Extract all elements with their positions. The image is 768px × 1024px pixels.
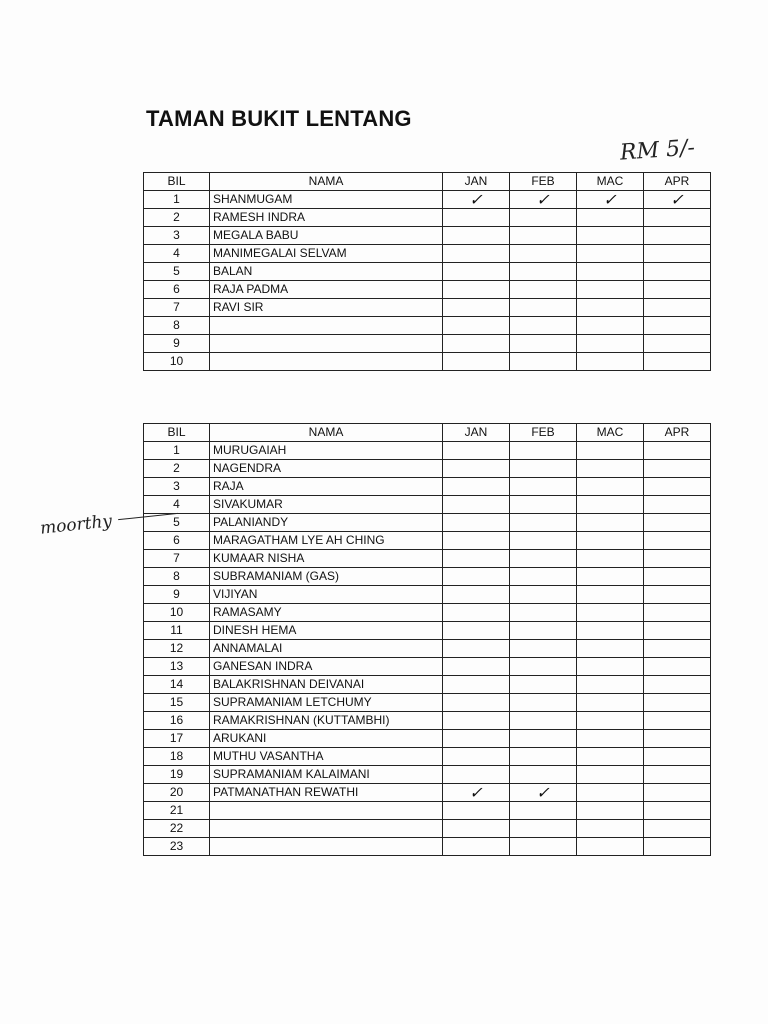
bil-cell: 21 — [144, 802, 210, 820]
col-header-nama: NAMA — [210, 424, 443, 442]
payment-cell-jan — [443, 730, 510, 748]
payment-cell-mac — [577, 730, 644, 748]
payment-cell-feb — [510, 478, 577, 496]
payment-cell-mac — [577, 460, 644, 478]
payment-cell-apr — [644, 263, 711, 281]
table-row — [144, 245, 711, 263]
payment-cell-mac — [577, 514, 644, 532]
col-header-bil: BIL — [144, 173, 210, 191]
payment-cell-feb — [510, 838, 577, 856]
payment-cell-jan — [443, 209, 510, 227]
col-header-feb: FEB — [510, 424, 577, 442]
name-cell — [210, 802, 443, 820]
payment-cell-mac — [577, 604, 644, 622]
name-cell: SUPRAMANIAM LETCHUMY — [210, 694, 443, 712]
name-cell: KUMAAR NISHA — [210, 550, 443, 568]
payment-cell-feb — [510, 802, 577, 820]
payment-cell-feb — [510, 766, 577, 784]
check-mark-icon: ✓ — [469, 190, 483, 209]
payment-cell-apr — [644, 191, 711, 209]
name-cell: NAGENDRA — [210, 460, 443, 478]
payment-cell-feb — [510, 568, 577, 586]
name-cell: MURUGAIAH — [210, 442, 443, 460]
payment-cell-jan — [443, 586, 510, 604]
payment-cell-mac — [577, 532, 644, 550]
payment-cell-apr — [644, 658, 711, 676]
table-row — [144, 676, 711, 694]
name-cell — [210, 820, 443, 838]
payment-cell-jan — [443, 335, 510, 353]
name-cell — [210, 838, 443, 856]
table-row — [144, 712, 711, 730]
bil-cell: 1 — [144, 191, 210, 209]
check-mark-icon: ✓ — [670, 190, 684, 209]
payment-cell-mac — [577, 622, 644, 640]
col-header-nama: NAMA — [210, 173, 443, 191]
table-row — [144, 281, 711, 299]
payment-cell-apr — [644, 245, 711, 263]
bil-cell: 6 — [144, 281, 210, 299]
table-row — [144, 496, 711, 514]
col-header-mac: MAC — [577, 173, 644, 191]
register-table-1 — [143, 172, 711, 371]
payment-cell-mac — [577, 838, 644, 856]
payment-cell-jan — [443, 317, 510, 335]
name-cell: PALANIANDY — [210, 514, 443, 532]
payment-cell-feb — [510, 676, 577, 694]
name-cell: RAJA PADMA — [210, 281, 443, 299]
payment-cell-apr — [644, 838, 711, 856]
payment-cell-apr — [644, 694, 711, 712]
payment-cell-apr — [644, 712, 711, 730]
payment-cell-feb — [510, 748, 577, 766]
payment-cell-mac — [577, 766, 644, 784]
payment-cell-feb — [510, 712, 577, 730]
payment-cell-mac — [577, 712, 644, 730]
payment-cell-mac — [577, 496, 644, 514]
payment-cell-apr — [644, 442, 711, 460]
payment-cell-feb — [510, 209, 577, 227]
payment-cell-feb — [510, 658, 577, 676]
payment-cell-mac — [577, 245, 644, 263]
payment-cell-mac — [577, 676, 644, 694]
bil-cell: 9 — [144, 335, 210, 353]
table-row — [144, 658, 711, 676]
table-row — [144, 622, 711, 640]
bil-cell: 11 — [144, 622, 210, 640]
payment-cell-jan — [443, 442, 510, 460]
table-row — [144, 820, 711, 838]
name-cell: ANNAMALAI — [210, 640, 443, 658]
table-row — [144, 317, 711, 335]
payment-cell-apr — [644, 335, 711, 353]
table-row — [144, 263, 711, 281]
payment-cell-mac — [577, 478, 644, 496]
payment-cell-apr — [644, 748, 711, 766]
bil-cell: 7 — [144, 299, 210, 317]
table-row — [144, 550, 711, 568]
bil-cell: 16 — [144, 712, 210, 730]
payment-cell-apr — [644, 586, 711, 604]
bil-cell: 3 — [144, 227, 210, 245]
payment-cell-mac — [577, 568, 644, 586]
payment-cell-jan — [443, 748, 510, 766]
payment-cell-apr — [644, 514, 711, 532]
payment-cell-feb — [510, 353, 577, 371]
name-cell: VIJIYAN — [210, 586, 443, 604]
payment-cell-jan — [443, 353, 510, 371]
bil-cell: 12 — [144, 640, 210, 658]
payment-cell-mac — [577, 227, 644, 245]
name-cell: MEGALA BABU — [210, 227, 443, 245]
payment-cell-jan — [443, 281, 510, 299]
payment-cell-mac — [577, 820, 644, 838]
bil-cell: 4 — [144, 496, 210, 514]
col-header-bil: BIL — [144, 424, 210, 442]
payment-cell-feb — [510, 335, 577, 353]
payment-cell-apr — [644, 478, 711, 496]
payment-cell-jan — [443, 676, 510, 694]
payment-cell-apr — [644, 820, 711, 838]
payment-cell-apr — [644, 604, 711, 622]
payment-cell-jan — [443, 514, 510, 532]
payment-cell-jan — [443, 838, 510, 856]
payment-cell-feb — [510, 460, 577, 478]
name-cell: RAMASAMY — [210, 604, 443, 622]
name-cell: MANIMEGALAI SELVAM — [210, 245, 443, 263]
table-row — [144, 478, 711, 496]
bil-cell: 3 — [144, 478, 210, 496]
payment-cell-mac — [577, 299, 644, 317]
check-mark-icon: ✓ — [536, 783, 550, 802]
payment-cell-apr — [644, 784, 711, 802]
payment-cell-feb — [510, 640, 577, 658]
bil-cell: 2 — [144, 209, 210, 227]
payment-cell-mac — [577, 191, 644, 209]
payment-cell-apr — [644, 532, 711, 550]
bil-cell: 19 — [144, 766, 210, 784]
payment-cell-mac — [577, 748, 644, 766]
payment-cell-feb — [510, 820, 577, 838]
fee-note: RM 5/- — [619, 135, 696, 166]
table-row — [144, 748, 711, 766]
payment-cell-feb — [510, 496, 577, 514]
name-cell — [210, 335, 443, 353]
table-row — [144, 766, 711, 784]
payment-cell-jan — [443, 263, 510, 281]
payment-cell-mac — [577, 640, 644, 658]
table-row — [144, 209, 711, 227]
payment-cell-mac — [577, 335, 644, 353]
payment-cell-apr — [644, 622, 711, 640]
payment-cell-jan — [443, 712, 510, 730]
payment-cell-feb — [510, 281, 577, 299]
name-cell: MUTHU VASANTHA — [210, 748, 443, 766]
payment-cell-mac — [577, 263, 644, 281]
name-cell: RAMAKRISHNAN (KUTTAMBHI) — [210, 712, 443, 730]
payment-cell-feb — [510, 586, 577, 604]
payment-cell-apr — [644, 460, 711, 478]
bil-cell: 20 — [144, 784, 210, 802]
bil-cell: 10 — [144, 353, 210, 371]
check-mark-icon: ✓ — [603, 190, 617, 209]
name-cell: ARUKANI — [210, 730, 443, 748]
bil-cell: 8 — [144, 568, 210, 586]
bil-cell: 14 — [144, 676, 210, 694]
payment-cell-feb — [510, 263, 577, 281]
name-cell: MARAGATHAM LYE AH CHING — [210, 532, 443, 550]
payment-cell-feb — [510, 317, 577, 335]
payment-cell-apr — [644, 209, 711, 227]
header-row — [144, 424, 711, 442]
payment-cell-jan — [443, 460, 510, 478]
table-row — [144, 460, 711, 478]
bil-cell: 17 — [144, 730, 210, 748]
payment-cell-mac — [577, 209, 644, 227]
table-row — [144, 784, 711, 802]
bil-cell: 5 — [144, 514, 210, 532]
name-cell: RAVI SIR — [210, 299, 443, 317]
table-row — [144, 442, 711, 460]
table-row — [144, 191, 711, 209]
payment-cell-jan — [443, 640, 510, 658]
table-row — [144, 299, 711, 317]
name-cell: DINESH HEMA — [210, 622, 443, 640]
table-row — [144, 353, 711, 371]
payment-cell-jan — [443, 568, 510, 586]
payment-cell-jan — [443, 766, 510, 784]
payment-cell-jan — [443, 802, 510, 820]
register-table-2 — [143, 423, 711, 856]
name-cell: SIVAKUMAR — [210, 496, 443, 514]
payment-cell-apr — [644, 299, 711, 317]
bil-cell: 9 — [144, 586, 210, 604]
payment-cell-feb — [510, 191, 577, 209]
table-row — [144, 640, 711, 658]
payment-cell-jan — [443, 191, 510, 209]
payment-cell-feb — [510, 784, 577, 802]
payment-cell-jan — [443, 550, 510, 568]
payment-cell-apr — [644, 640, 711, 658]
payment-cell-mac — [577, 317, 644, 335]
page-title: TAMAN BUKIT LENTANG — [146, 106, 412, 131]
payment-cell-apr — [644, 730, 711, 748]
bil-cell: 7 — [144, 550, 210, 568]
payment-cell-jan — [443, 820, 510, 838]
check-mark-icon: ✓ — [469, 783, 483, 802]
bil-cell: 8 — [144, 317, 210, 335]
table-row — [144, 730, 711, 748]
payment-cell-jan — [443, 658, 510, 676]
payment-cell-feb — [510, 299, 577, 317]
payment-cell-jan — [443, 694, 510, 712]
bil-cell: 15 — [144, 694, 210, 712]
margin-note: moorthy — [39, 511, 113, 539]
payment-cell-apr — [644, 676, 711, 694]
col-header-jan: JAN — [443, 424, 510, 442]
table-row — [144, 802, 711, 820]
payment-cell-jan — [443, 604, 510, 622]
table-row — [144, 694, 711, 712]
payment-cell-apr — [644, 496, 711, 514]
payment-cell-jan — [443, 784, 510, 802]
table-row — [144, 586, 711, 604]
payment-cell-feb — [510, 442, 577, 460]
payment-cell-apr — [644, 802, 711, 820]
payment-cell-jan — [443, 299, 510, 317]
payment-cell-feb — [510, 730, 577, 748]
table-row — [144, 532, 711, 550]
payment-cell-apr — [644, 766, 711, 784]
col-header-jan: JAN — [443, 173, 510, 191]
payment-cell-jan — [443, 496, 510, 514]
name-cell: SUPRAMANIAM KALAIMANI — [210, 766, 443, 784]
payment-cell-apr — [644, 317, 711, 335]
payment-cell-mac — [577, 442, 644, 460]
payment-cell-feb — [510, 550, 577, 568]
payment-cell-mac — [577, 281, 644, 299]
payment-cell-jan — [443, 622, 510, 640]
payment-cell-feb — [510, 694, 577, 712]
payment-cell-feb — [510, 532, 577, 550]
payment-cell-apr — [644, 281, 711, 299]
bil-cell: 4 — [144, 245, 210, 263]
table-row — [144, 227, 711, 245]
payment-cell-jan — [443, 478, 510, 496]
col-header-feb: FEB — [510, 173, 577, 191]
bil-cell: 22 — [144, 820, 210, 838]
payment-cell-apr — [644, 227, 711, 245]
payment-cell-mac — [577, 550, 644, 568]
header-row — [144, 173, 711, 191]
payment-cell-mac — [577, 694, 644, 712]
payment-cell-feb — [510, 604, 577, 622]
table-row — [144, 838, 711, 856]
bil-cell: 23 — [144, 838, 210, 856]
bil-cell: 10 — [144, 604, 210, 622]
payment-cell-apr — [644, 550, 711, 568]
payment-cell-feb — [510, 227, 577, 245]
payment-cell-mac — [577, 802, 644, 820]
name-cell: GANESAN INDRA — [210, 658, 443, 676]
payment-cell-jan — [443, 532, 510, 550]
payment-cell-apr — [644, 568, 711, 586]
check-mark-icon: ✓ — [536, 190, 550, 209]
name-cell: RAMESH INDRA — [210, 209, 443, 227]
table-row — [144, 514, 711, 532]
table-row — [144, 335, 711, 353]
payment-cell-feb — [510, 622, 577, 640]
bil-cell: 13 — [144, 658, 210, 676]
bil-cell: 5 — [144, 263, 210, 281]
name-cell: BALAKRISHNAN DEIVANAI — [210, 676, 443, 694]
col-header-apr: APR — [644, 173, 711, 191]
payment-cell-mac — [577, 586, 644, 604]
col-header-apr: APR — [644, 424, 711, 442]
payment-cell-mac — [577, 658, 644, 676]
bil-cell: 6 — [144, 532, 210, 550]
name-cell — [210, 317, 443, 335]
payment-cell-jan — [443, 245, 510, 263]
name-cell: SHANMUGAM — [210, 191, 443, 209]
name-cell — [210, 353, 443, 371]
payment-cell-feb — [510, 245, 577, 263]
name-cell: RAJA — [210, 478, 443, 496]
col-header-mac: MAC — [577, 424, 644, 442]
name-cell: BALAN — [210, 263, 443, 281]
name-cell: PATMANATHAN REWATHI — [210, 784, 443, 802]
name-cell: SUBRAMANIAM (GAS) — [210, 568, 443, 586]
payment-cell-mac — [577, 353, 644, 371]
table-row — [144, 568, 711, 586]
bil-cell: 2 — [144, 460, 210, 478]
payment-cell-apr — [644, 353, 711, 371]
bil-cell: 18 — [144, 748, 210, 766]
payment-cell-feb — [510, 514, 577, 532]
payment-cell-mac — [577, 784, 644, 802]
table-row — [144, 604, 711, 622]
bil-cell: 1 — [144, 442, 210, 460]
payment-cell-jan — [443, 227, 510, 245]
